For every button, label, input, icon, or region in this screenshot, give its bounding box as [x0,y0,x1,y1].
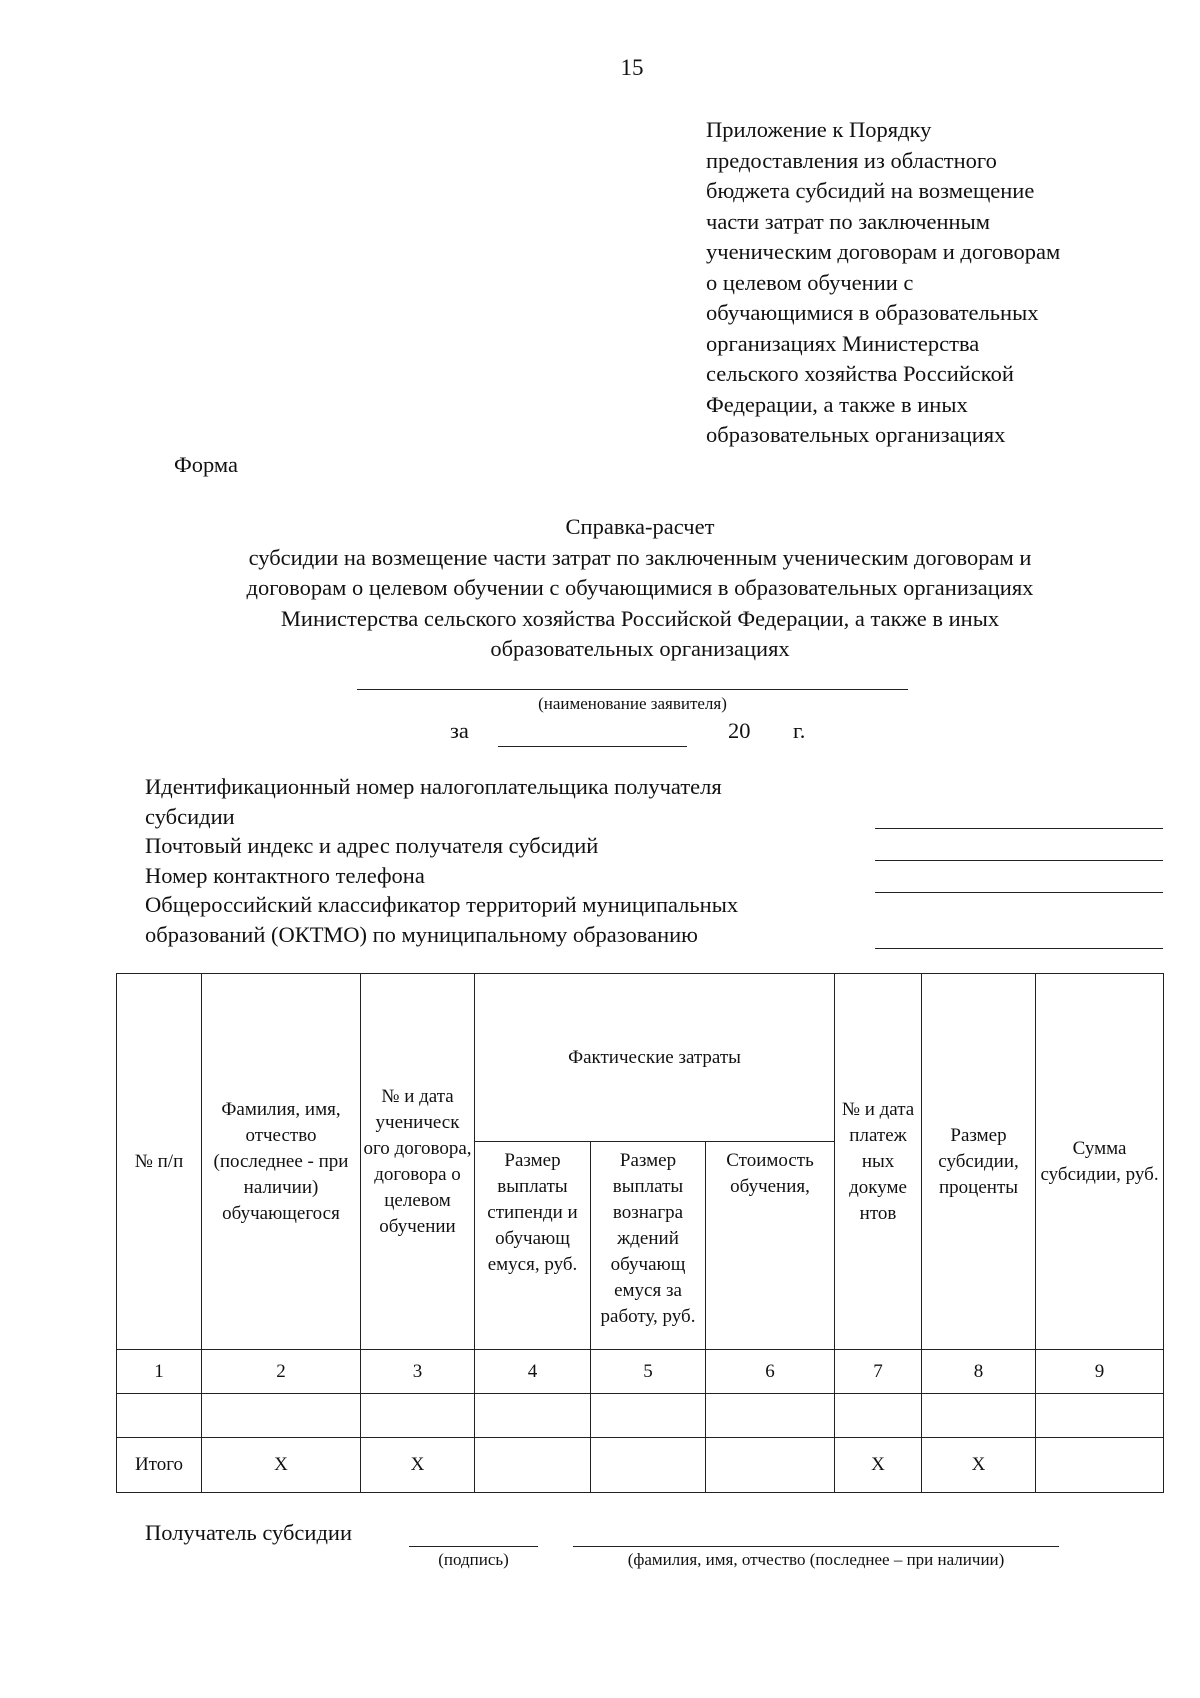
info-phone-label: Номер контактного телефона [145,862,425,888]
year-prefix: 20 [728,718,751,743]
info-oktmo-label: Общероссийский классификатор территорий муниципальных [145,892,739,917]
appendix-line: ученическим договорам и договорам [706,239,1061,264]
total-cell[interactable] [591,1438,706,1493]
total-cell: X [202,1438,361,1493]
year-suffix: г. [793,718,806,743]
total-cell: X [922,1438,1036,1493]
signature-label: Получатель субсидии [145,1520,352,1545]
appendix-line: о целевом обучении с [706,269,914,295]
cell[interactable] [361,1394,475,1438]
col-number: 8 [922,1350,1036,1394]
appendix-line: организациях Министерства [706,330,980,356]
period-prefix: за [450,718,469,743]
col-number: 3 [361,1350,475,1394]
appendix-note [706,115,1176,451]
cell[interactable] [475,1394,591,1438]
info-oktmo-label-cont: образований (ОКТМО) по муниципальному образованию [145,921,698,947]
title-line: образовательных организациях [490,636,790,661]
col-number: 1 [117,1350,202,1394]
title-line: субсидии на возмещение части затрат по заключенным ученическим договорам и [248,544,1032,570]
recipient-info [145,772,825,949]
address-field[interactable] [875,860,1163,861]
total-cell: X [361,1438,475,1493]
col-number: 4 [475,1350,591,1394]
header-number: № п/п [117,974,202,1350]
cell[interactable] [1036,1394,1164,1438]
appendix-line: предоставления из областного [706,147,997,173]
title-heading: Справка-расчет [565,514,715,539]
header-stipend: Размер выплаты стипенди и обучающ емуся, руб. [475,1142,591,1350]
cell[interactable] [706,1394,835,1438]
header-tuition: Стоимость обучения, [706,1142,835,1350]
appendix-line: Приложение к Порядку [706,117,932,142]
form-label: Форма [174,452,239,477]
applicant-name-field[interactable] [357,689,908,690]
info-inn-label-cont: субсидии [145,803,235,829]
page-number: 15 [620,55,644,80]
total-cell[interactable] [1036,1438,1164,1493]
header-subsidy-amount: Сумма субсидии, руб. [1036,974,1164,1350]
cell[interactable] [117,1394,202,1438]
signature-field[interactable] [409,1546,538,1547]
inn-field[interactable] [875,828,1163,829]
total-cell[interactable] [475,1438,591,1493]
total-cell: X [835,1438,922,1493]
col-number: 6 [706,1350,835,1394]
col-number: 5 [591,1350,706,1394]
full-name-caption: (фамилия, имя, отчество (последнее – при наличии) [627,1550,1005,1569]
header-actual-costs: Фактические затраты [475,974,835,1142]
table-row [117,1394,1164,1438]
col-number: 7 [835,1350,922,1394]
calculation-table [116,973,1164,1493]
info-address-label: Почтовый индекс и адрес получателя субсидий [145,833,599,858]
appendix-line: образовательных организациях [706,422,1006,447]
header-reward: Размер выплаты вознагра ждений обучающ емуся за работу, руб. [591,1142,706,1350]
appendix-line: сельского хозяйства Российской [706,361,1014,386]
total-label: Итого [117,1438,202,1493]
oktmo-field[interactable] [875,948,1163,949]
signature-caption: (подпись) [438,1550,509,1569]
appendix-line: части затрат по заключенным [706,208,990,234]
period-field[interactable] [498,746,687,747]
title-line: Министерства сельского хозяйства Российской Федерации, а также в иных [280,605,1000,631]
header-student-name: Фамилия, имя, отчество (последнее - при наличии) обучающегося [202,974,361,1350]
col-number: 2 [202,1350,361,1394]
phone-field[interactable] [875,892,1163,893]
cell[interactable] [922,1394,1036,1438]
column-numbers-row [117,1350,1164,1394]
title-line: договорам о целевом обучении с обучающимися в образовательных организациях [246,575,1034,600]
appendix-line: обучающимися в образовательных [706,300,1039,325]
cell[interactable] [591,1394,706,1438]
header-contract: № и дата ученическ ого договора, договора о целевом обучении [361,974,475,1350]
header-subsidy-percent: Размер субсидии, проценты [922,974,1036,1350]
total-row [117,1438,1164,1493]
appendix-line: бюджета субсидий на возмещение [706,178,1035,203]
total-cell[interactable] [706,1438,835,1493]
col-number: 9 [1036,1350,1164,1394]
header-payment-docs: № и дата платеж ных докуме нтов [835,974,922,1350]
cell[interactable] [202,1394,361,1438]
full-name-field[interactable] [573,1546,1059,1547]
applicant-caption: (наименование заявителя) [538,694,727,713]
cell[interactable] [835,1394,922,1438]
appendix-line: Федерации, а также в иных [706,391,968,417]
info-inn-label: Идентификационный номер налогоплательщика получателя [145,774,722,799]
document-title [140,512,1140,665]
